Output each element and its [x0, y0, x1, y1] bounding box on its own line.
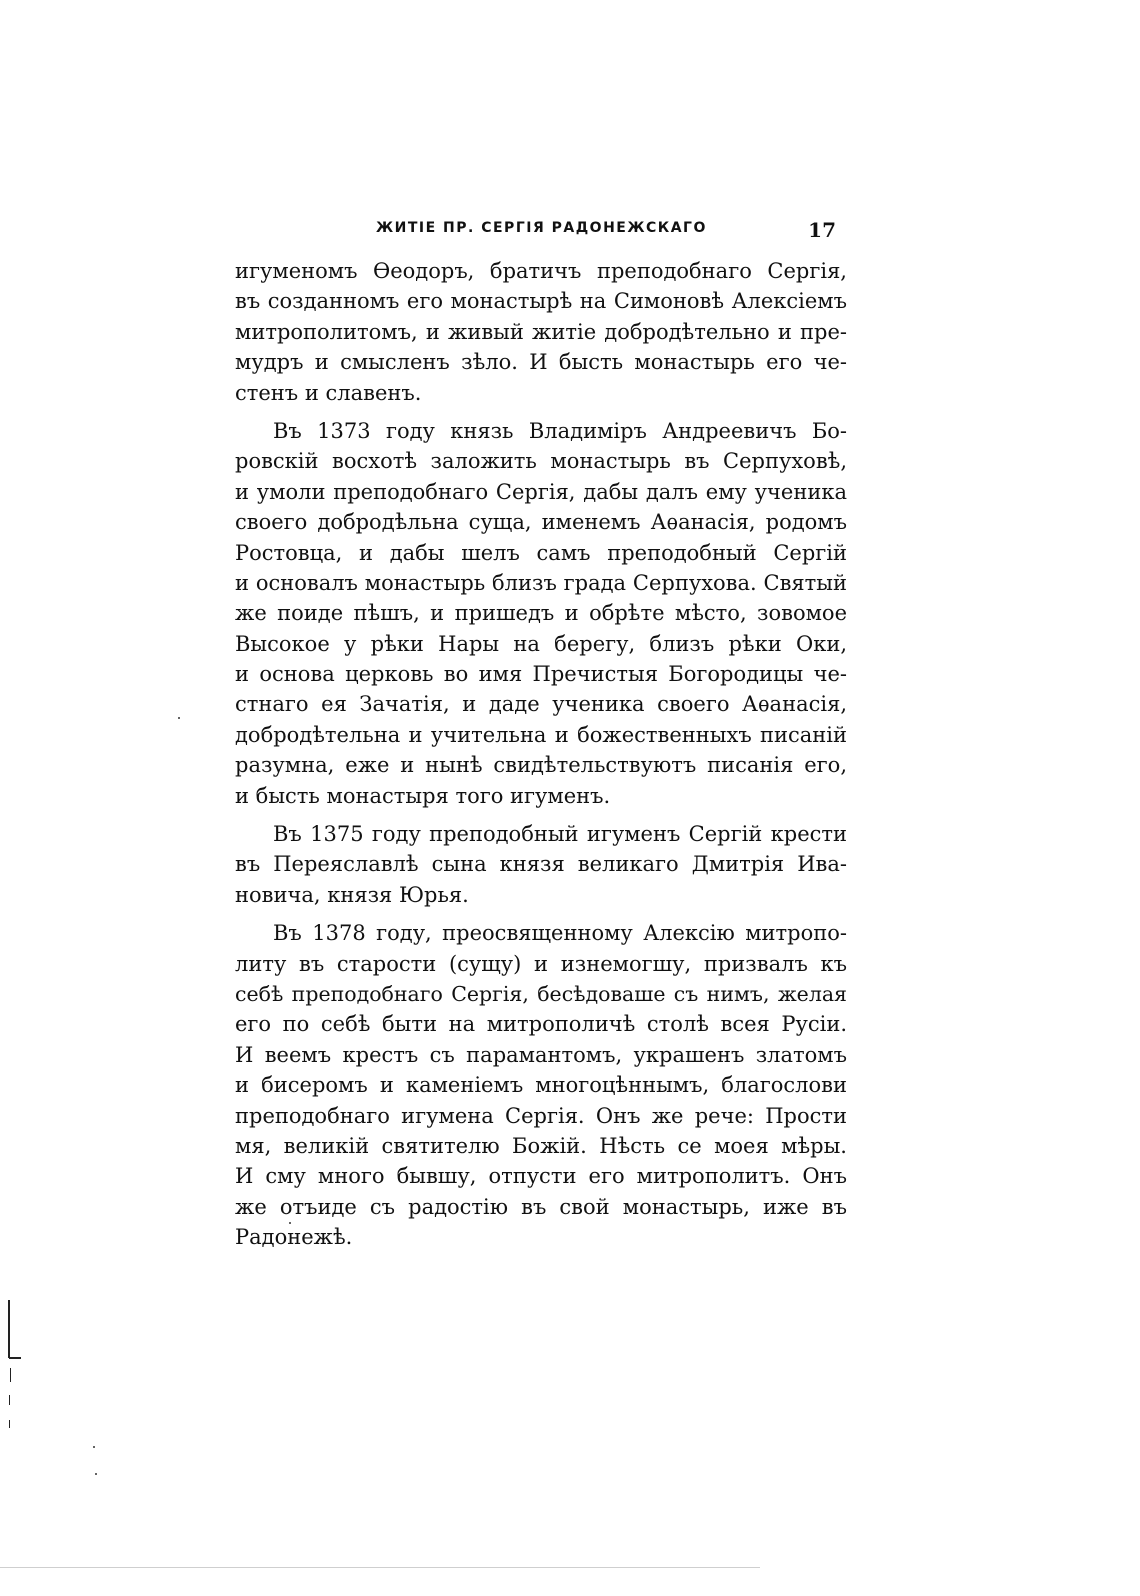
- text-line: и основалъ монастырь близъ града Серпухова. Святый: [235, 570, 847, 595]
- text-line: ровскій восхотѣ заложить монастырь въ Серпуховѣ,: [235, 449, 847, 474]
- text-line: Высокое у рѣки Нары на берегу, близъ рѣки Оки,: [235, 631, 847, 656]
- running-title: ЖИТІЕ ПР. СЕРГІЯ РАДОНЕЖСКАГО: [376, 220, 707, 236]
- paragraph-1: [235, 256, 847, 408]
- scan-bottom-edge: [0, 1567, 760, 1568]
- text-line: и бысть монастыря того игуменъ.: [235, 783, 611, 808]
- text-line: же отъиде съ радостію въ свой монастырь, иже въ: [235, 1194, 847, 1219]
- text-line: И веемъ крестъ съ парамантомъ, украшенъ златомъ: [235, 1042, 847, 1067]
- page-number: 17: [808, 218, 836, 242]
- text-line: стнаго ея Зачатія, и даде ученика своего Аѳанасія,: [235, 692, 847, 717]
- scan-speck: [93, 1446, 95, 1448]
- text-line: разумна, еже и нынѣ свидѣтельствуютъ писанія его,: [235, 753, 847, 778]
- text-line: Въ 1373 году князь Владиміръ Андреевичъ Бо-: [273, 418, 847, 443]
- text-line: Радонежѣ.: [235, 1225, 353, 1250]
- text-line: мудръ и смысленъ зѣло. И бысть монастырь его че-: [235, 350, 847, 375]
- text-line: и бисеромъ и каменіемъ многоцѣннымъ, благослови: [235, 1073, 847, 1098]
- scan-margin-line: [10, 1368, 11, 1382]
- text-line: игуменомъ Ѳеодоръ, братичъ преподобнаго Сергія,: [235, 259, 847, 283]
- text-line: и основа церковь во имя Пречистыя Богородицы че-: [235, 662, 847, 687]
- text-line: митрополитомъ, и живый житіе добродѣтельно и пре-: [235, 319, 847, 344]
- scan-margin-line: [8, 1300, 10, 1358]
- running-head: [376, 218, 836, 242]
- scan-margin-line: [9, 1395, 10, 1405]
- text-line: и умоли преподобнаго Сергія, дабы далъ ему ученика: [235, 479, 847, 504]
- scan-margin-tick: [9, 1357, 21, 1359]
- text-line: своего добродѣльна суща, именемъ Аѳанасія, родомъ: [235, 510, 847, 535]
- text-line: въ Переяславлѣ сына князя великаго Дмитрія Ива-: [235, 852, 847, 877]
- scan-margin-line: [9, 1420, 10, 1428]
- text-line: же поиде пѣшъ, и пришедъ и обрѣте мѣсто, зовомое: [235, 601, 847, 626]
- text-line: стенъ и славенъ.: [235, 380, 422, 405]
- text-line: Въ 1375 году преподобный игуменъ Сергій крести: [273, 822, 847, 847]
- paragraph-4: [235, 918, 847, 1252]
- scan-speck: [289, 1222, 291, 1224]
- body-text: [235, 256, 847, 1261]
- text-line: мя, великій святителю Божій. Нѣсть се моея мѣры.: [235, 1133, 847, 1158]
- text-line: литу въ старости (сущу) и изнемогшу, призвалъ къ: [235, 951, 847, 976]
- text-line: Въ 1378 году, преосвященному Алексію митропо-: [273, 921, 847, 946]
- paragraph-2: [235, 416, 847, 811]
- text-line: себѣ преподобнаго Сергія, бесѣдоваше съ нимъ, желая: [235, 981, 847, 1006]
- paragraph-3: [235, 819, 847, 910]
- text-line: И сму много бывшу, отпусти его митрополитъ. Онъ: [235, 1164, 847, 1189]
- text-line: новича, князя Юрья.: [235, 882, 469, 907]
- text-line: Ростовца, и дабы шелъ самъ преподобный Сергій: [235, 540, 847, 565]
- text-line: въ созданномъ его монастырѣ на Симоновѣ Алексіемъ: [235, 289, 847, 314]
- text-line: преподобнаго игумена Сергія. Онъ же рече: Прости: [235, 1103, 847, 1128]
- scan-speck: [178, 717, 180, 719]
- scan-speck: [95, 1473, 97, 1475]
- text-line: добродѣтельна и учительна и божественныхъ писаній: [235, 722, 847, 747]
- text-line: его по себѣ быти на митрополичѣ столѣ всея Русіи.: [235, 1012, 847, 1037]
